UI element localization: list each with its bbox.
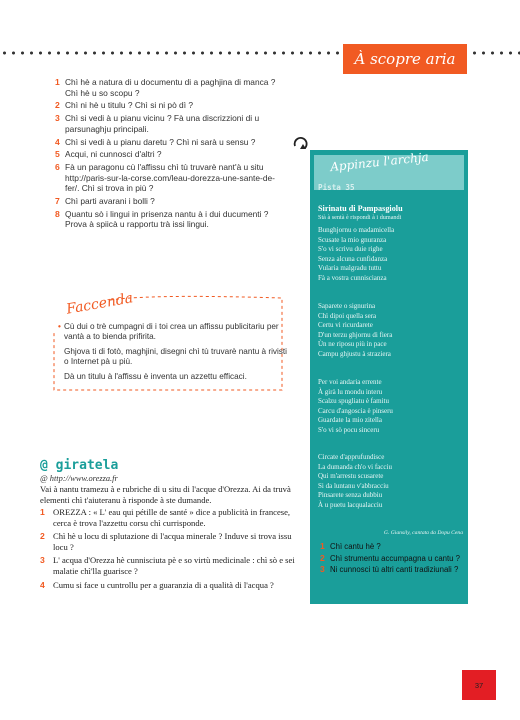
item-number: 3 xyxy=(40,555,45,566)
poem-stanza xyxy=(318,378,463,436)
question-number: 8 xyxy=(55,208,60,219)
question-number: 1 xyxy=(55,77,60,87)
giratela-title: @ giratela xyxy=(40,458,119,473)
giratela-url[interactable]: @ http://www.orezza.fr xyxy=(40,474,118,483)
faccenda-title: Faccenda xyxy=(65,290,135,318)
poem-line: Pinsarete senza dubbiu xyxy=(318,491,383,500)
poem-line: Scusate la mio gnuranza xyxy=(318,235,387,244)
giratela-item: 3 L' acqua d'Orezza hè cunnisciuta pè e so virtù medicinale : chì sò e sei malatie chì'lla guarisce ? xyxy=(40,555,295,576)
poem-line: D'un terzu ghjornu di fiera xyxy=(318,330,393,339)
poem-line: Guardate la mio zitella xyxy=(318,416,382,425)
archja-question: 3 Ni cunnosci tù altri canti tradiziunali ? xyxy=(320,564,459,575)
archja-title: Appinzu l'archja xyxy=(329,149,430,175)
question-number: 7 xyxy=(55,196,60,207)
question-item: 8 Quantu sò i lingui in prisenza nantu à i dui ducumenti ? Prova à spiicà u rapportu trà issi lingui. xyxy=(55,208,269,230)
giratela-item: 2 Chì hè u locu di splutazione di l'acqua minerale ? Induve si trova issu locu ? xyxy=(40,531,292,552)
faccenda-list xyxy=(58,322,290,386)
poem-line: S'o vi sò pocu sinceru xyxy=(318,425,380,434)
poem-line: S'o vi scrivu duie righe xyxy=(318,245,383,254)
poem-stanza xyxy=(318,302,463,360)
dotted-rule-right xyxy=(470,50,520,56)
question-item: 5 Acqui, ni cunnosci d'altri ? xyxy=(55,149,162,160)
poem-line: Fà a vostra cunniscianza xyxy=(318,273,387,282)
poem-stanza xyxy=(318,226,463,284)
question-item: 1 Chì hè a natura di u documentu di a paghjina di manca ? Chì hè u so scopu ? xyxy=(55,77,276,98)
poem-line: Si da luntanu v'abbracciu xyxy=(318,481,389,490)
poem-line: Circate d'apprufundisce xyxy=(318,453,385,461)
poem-line: À u puetu lacqualacciu xyxy=(318,500,383,509)
giratela-item: 1 OREZZA : « L' eau qui pétille de santé » dice a publicità in francese, cerca è trova l'azzettu corsu chì currisponde. xyxy=(40,507,291,528)
question-number: 4 xyxy=(55,136,60,147)
poem-line: Saparete o signurina xyxy=(318,302,376,310)
faccenda-item: Ghjova ti di fotò, maghjini, disegni chì tù truvarè nantu à rivisti o Internet pà u più. xyxy=(64,346,287,367)
question-item: 6 Fà un paragonu cù l'affissu chì tù truvarè nant'à u situ http://paris-sur-la-corse.com/leau-dorezza-une-sante-de-fer/. Chì si trova in più ? xyxy=(55,162,275,194)
question-number: 2 xyxy=(320,552,325,563)
question-number: 3 xyxy=(320,564,325,575)
poem-line: La dumanda ch'o vi facciu xyxy=(318,462,392,471)
question-number: 5 xyxy=(55,149,60,160)
giratela-item: 4 Cumu si face u cuntrollu per a guaranzia di a qualità di l'acqua ? xyxy=(40,579,274,590)
archja-question-list xyxy=(320,542,464,577)
question-number: 2 xyxy=(55,100,60,111)
poem-line: Vularia malgradu tuttu xyxy=(318,264,382,273)
giratela-list xyxy=(40,507,298,593)
question-item: 7 Chì parti avarani i bolli ? xyxy=(55,196,155,207)
page-number: 37 xyxy=(462,670,496,700)
poem-subtitle: Stà à sentà è rispondi à i dumandi xyxy=(318,214,402,221)
track-label: Pista 35 xyxy=(318,183,355,192)
question-list xyxy=(55,77,285,232)
poem-line: Qui m'arrestu scusarete xyxy=(318,472,384,481)
poem-line: Scalzu spugliatu è famitu xyxy=(318,397,389,406)
question-item: 4 Chì si vedi à u pianu daretu ? Chì ni sarà u sensu ? xyxy=(55,136,256,147)
question-number: 3 xyxy=(55,113,60,124)
poem-line: Carcu d'angoscia è pinseru xyxy=(318,406,393,415)
bullet-icon: • xyxy=(58,322,61,331)
curved-arrow-icon xyxy=(292,134,310,152)
question-number: 1 xyxy=(320,541,325,551)
poem-line: Certu vi ricurdarete xyxy=(318,321,373,330)
poem-stanza xyxy=(318,453,463,511)
item-number: 4 xyxy=(40,579,45,590)
faccenda-item: • Cù dui o trè cumpagni di i toi crea un affissu publicitariu per vantà a to bienda prifirita. xyxy=(58,322,279,342)
poem-line: Chì dipoi quella sera xyxy=(318,311,377,320)
poem-line: Bunghjornu o madamicella xyxy=(318,226,395,234)
question-item: 3 Chì si vedi à u pianu vicinu ? Fà una discrizzioni di u parsunaghju principali. xyxy=(55,113,260,134)
archja-question: 2 Chì strumentu accumpagna u cantu ? xyxy=(320,552,461,563)
poem-line: Ùn ne riposu più in pace xyxy=(318,340,387,349)
dotted-rule xyxy=(0,50,340,56)
poem-line: À girà lu mondu interu xyxy=(318,387,383,396)
poem-credit: G. Giansily, cantata da Dopu Cena xyxy=(383,530,463,536)
poem-line: Per voi andaria errente xyxy=(318,378,382,386)
poem-line: Campu ghjustu à straziera xyxy=(318,349,391,358)
faccenda-item: Dà un titulu à l'affissu è inventa un azzettu efficaci. xyxy=(64,371,247,381)
item-number: 1 xyxy=(40,507,45,517)
poem-title: Sirinatu di Pampasgiolu xyxy=(318,204,403,213)
giratela-intro: Vai à nantu tramezu à e rubriche di u situ di l'acque d'Orezza. Ai da truvà elementi chì t'aiuteranu à risponde à ste dumande. xyxy=(40,484,291,505)
item-number: 2 xyxy=(40,531,45,542)
poem-line: Senza alcuna cunfidanza xyxy=(318,254,388,263)
question-number: 6 xyxy=(55,162,60,173)
archja-question: 1 Chì cantu hè ? xyxy=(320,541,381,551)
question-item: 2 Chì ni hè u titulu ? Chì si ni pò dì ? xyxy=(55,100,194,111)
section-banner: À scopre aria xyxy=(343,44,467,74)
